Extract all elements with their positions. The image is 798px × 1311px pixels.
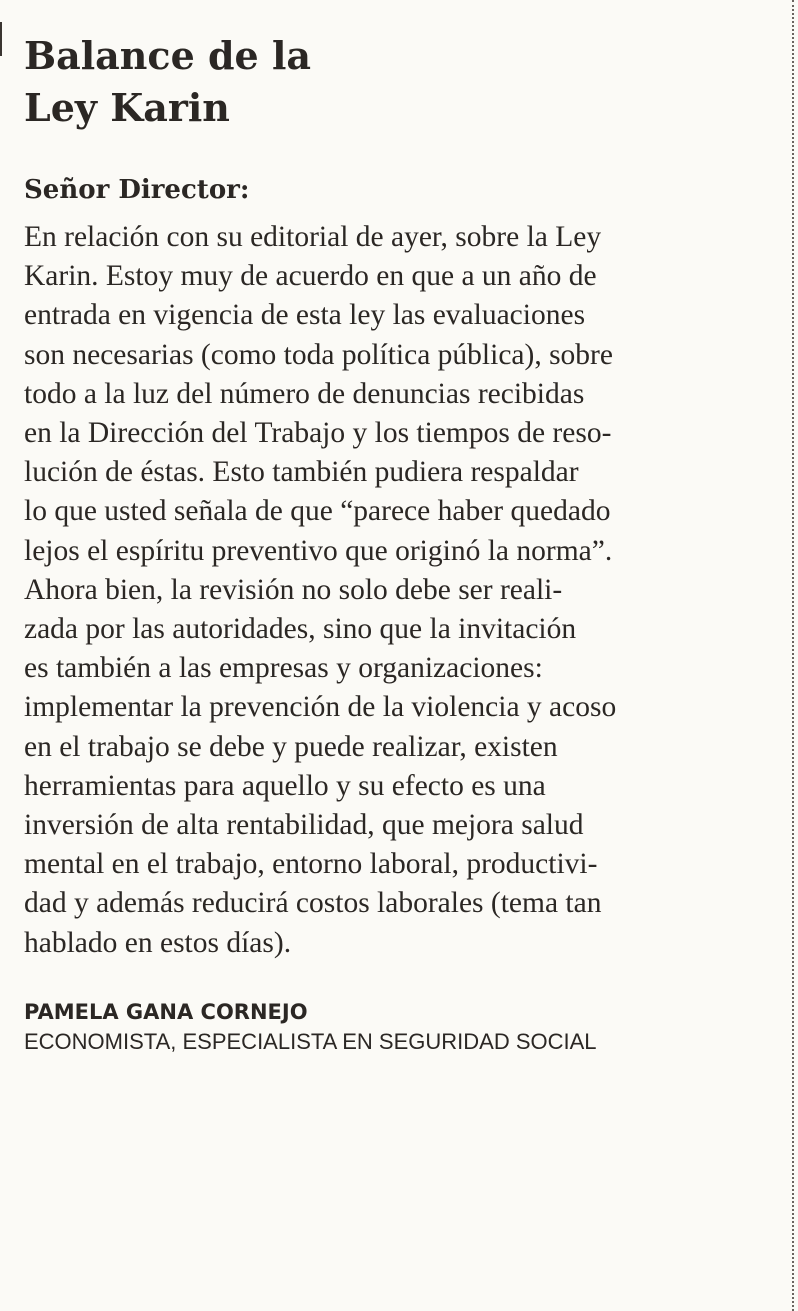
body-line: dad y además reducirá costos laborales (tema tan [24, 887, 602, 920]
body-line: mental en el trabajo, entorno laboral, productivi- [24, 848, 598, 881]
column-edge-mark [0, 22, 7, 56]
title-line: Ley Karin [24, 85, 230, 130]
title-line: Balance de la [24, 33, 312, 78]
salutation: Señor Director: [24, 175, 250, 205]
body-line: zada por las autoridades, sino que la invitación [24, 613, 577, 646]
letter-to-editor [24, 30, 772, 1057]
body-line: herramientas para aquello y su efecto es una [24, 769, 546, 802]
body-line: En relación con su editorial de ayer, sobre la Ley [24, 221, 602, 253]
body-line: en la Dirección del Trabajo y los tiempos de reso- [24, 417, 612, 450]
body-line: es también a las empresas y organizaciones: [24, 652, 543, 685]
author-role: ECONOMISTA, ESPECIALISTA EN SEGURIDAD SOCIAL [24, 1028, 597, 1054]
letter-title [24, 30, 772, 134]
body-line: inversión de alta rentabilidad, que mejora salud [24, 809, 584, 842]
body-line: lo que usted señala de que “parece haber quedado [24, 495, 611, 528]
body-line: Karin. Estoy muy de acuerdo en que a un año de [24, 260, 597, 293]
body-line: son necesarias (como toda política pública), sobre [24, 338, 613, 371]
body-line: todo a la luz del número de denuncias recibidas [24, 377, 585, 410]
body-line: en el trabajo se debe y puede realizar, existen [24, 730, 558, 763]
letter-body [24, 218, 772, 963]
body-line: lución de éstas. Esto también pudiera respaldar [24, 456, 579, 489]
body-line: Ahora bien, la revisión no solo debe ser reali- [24, 573, 563, 606]
column-divider [792, 0, 794, 1311]
body-line: entrada en vigencia de esta ley las evaluaciones [24, 299, 586, 332]
body-line: hablado en estos días). [24, 926, 292, 959]
body-line: implementar la prevención de la violencia y acoso [24, 691, 617, 724]
author-name: PAMELA GANA CORNEJO [24, 999, 308, 1024]
body-line: lejos el espíritu preventivo que originó la norma”. [24, 534, 613, 567]
